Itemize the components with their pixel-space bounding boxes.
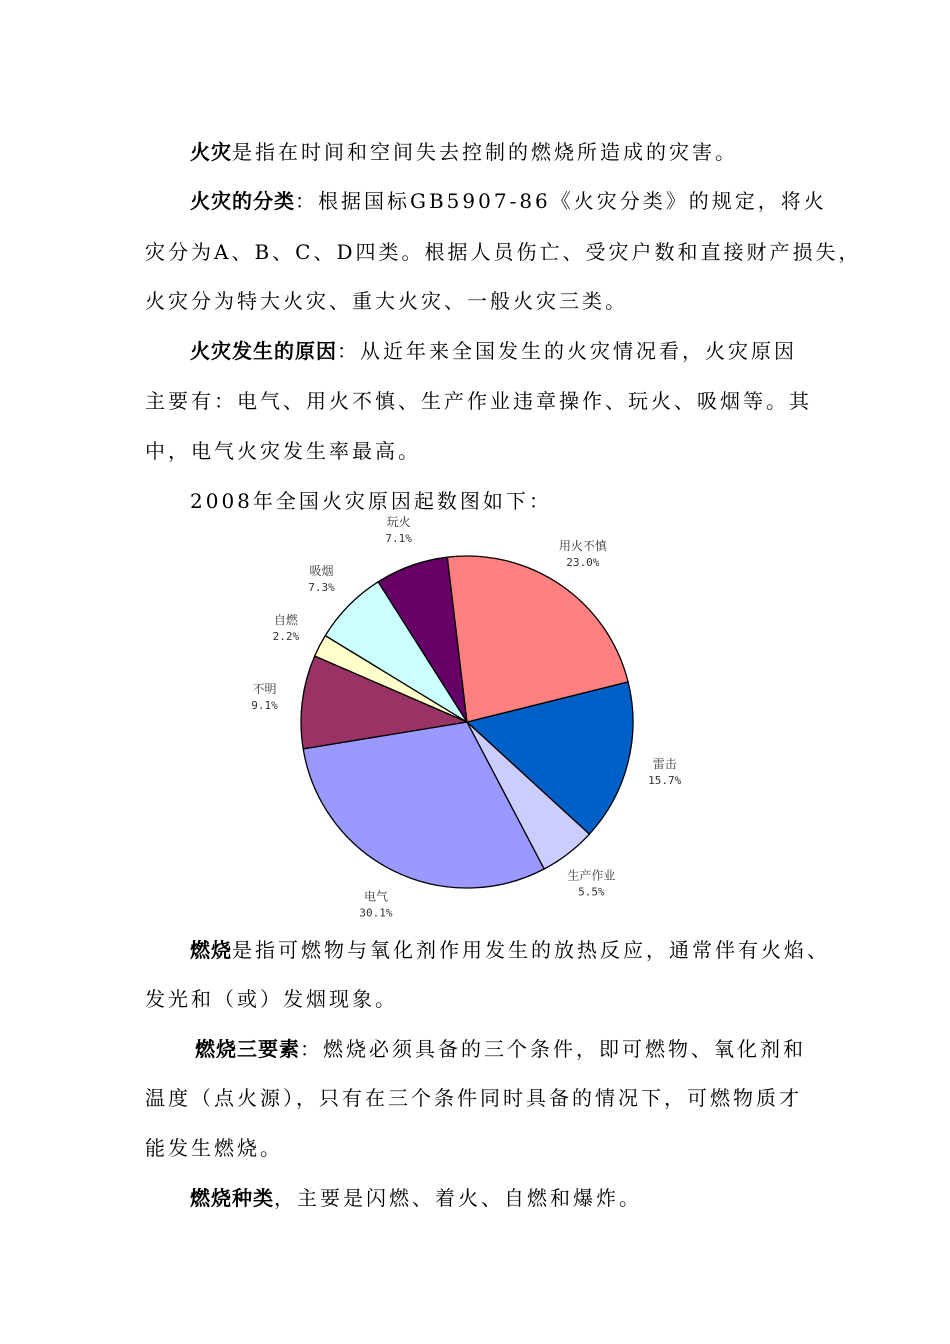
para-fire-definition (145, 140, 825, 164)
para-fire-causes-2: 主要有：电气、用火不慎、生产作业违章操作、玩火、吸烟等。其 (145, 389, 812, 413)
para-three-elements-3: 能发生燃烧。 (145, 1136, 283, 1160)
slice-label: 雷击 (652, 757, 677, 772)
para-three-elements-2: 温度（点火源），只有在三个条件同时具备的情况下，可燃物质才 (145, 1086, 802, 1110)
slice-label: 电气 (363, 889, 388, 904)
para-text: ，主要是闪燃、着火、自燃和爆炸。 (274, 1186, 642, 1210)
chart-intro: 2008年全国火灾原因起数图如下： (190, 489, 552, 513)
slice-value-label: 23.0% (566, 556, 600, 570)
para-text: ：从近年来全国发生的火灾情况看，火灾原因 (337, 339, 797, 363)
para-three-elements-1 (145, 1037, 825, 1061)
slice-value-label: 7.1% (385, 531, 412, 545)
slice-value-label: 7.3% (308, 581, 335, 595)
term-combustion-types: 燃烧种类 (190, 1186, 274, 1210)
para-combustion-2: 发光和（或）发烟现象。 (145, 987, 398, 1011)
term-three-elements: 燃烧三要素 (195, 1037, 300, 1061)
para-fire-causes-1 (145, 339, 825, 363)
slice-label: 用火不慎 (558, 539, 607, 554)
slice-value-label: 30.1% (359, 906, 393, 920)
slice-value-label: 9.1% (251, 698, 278, 712)
para-text: 是指在时间和空间失去控制的燃烧所造成的灾害。 (232, 140, 738, 164)
para-fire-classification-2: 灾分为A、B、C、D四类。根据人员伤亡、受灾户数和直接财产损失， (145, 240, 862, 264)
slice-value-label: 2.2% (272, 630, 300, 644)
para-text: 是指可燃物与氧化剂作用发生的放热反应，通常伴有火焰、 (232, 938, 830, 962)
para-combustion-1 (145, 938, 830, 962)
para-fire-causes-3: 中，电气火灾发生率最高。 (145, 439, 421, 463)
fire-cause-pie-chart (251, 514, 715, 920)
slice-label: 自燃 (273, 613, 298, 628)
term-fire-classification: 火灾的分类 (190, 189, 295, 213)
slice-value-label: 5.5% (578, 885, 605, 899)
para-fire-classification-1 (145, 189, 825, 213)
slice-value-label: 15.7% (648, 774, 682, 788)
slice-label: 玩火 (386, 514, 411, 529)
para-text: ：燃烧必须具备的三个条件，即可燃物、氧化剂和 (300, 1037, 806, 1061)
slice-label: 不明 (252, 681, 277, 696)
slice-label: 生产作业 (567, 868, 616, 883)
term-fire-causes: 火灾发生的原因 (190, 339, 337, 363)
slice-label: 吸烟 (309, 564, 334, 579)
term-combustion: 燃烧 (190, 938, 232, 962)
para-combustion-types (145, 1186, 825, 1210)
para-text: ：根据国标GB5907-86《火灾分类》的规定，将火 (295, 189, 827, 213)
para-fire-classification-3: 火灾分为特大火灾、重大火灾、一般火灾三类。 (145, 289, 628, 313)
term-fire: 火灾 (190, 140, 232, 164)
